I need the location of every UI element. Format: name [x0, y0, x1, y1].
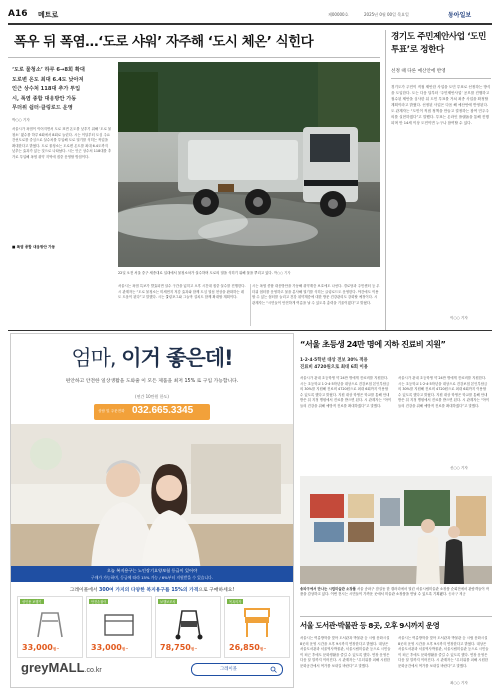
price-value: 33,000 [22, 643, 53, 652]
deck-line: 인근 상수처 118대 추가 투입 [12, 86, 81, 92]
advertisement [10, 333, 294, 688]
photo-caption [118, 271, 380, 276]
main-body-col2: 서울시는 폭염 특보가 발효되면 살수 구간을 넓히고 오후 시간대 집중 살수를 진행한다. 시 관계자는 “도로 물청소는 미세먼지 저감 효과와 함께 도심 열섬 현상을 완화하는 데도 도움이 된다”고 말했다. 시는 쿨링포그와 그늘막 설치도 함께 확대할 계획이다. [118, 284, 246, 300]
product-price [91, 643, 128, 652]
rollator-icon [170, 605, 206, 641]
deck-line: ‘도로 물청소’ 하루 6→8회 확대 [12, 67, 85, 73]
main-subhead: ■ 폭염 종합 대응방안 가동 [12, 245, 112, 250]
photo-caption-text: 22일 오전 서울 중구 세종대로 일대에서 물청소차가 살수하며 도로의 열을 식히기 위해 물을 뿌리고 있다. [118, 271, 273, 275]
product-card[interactable] [17, 596, 83, 658]
exhibit-caption-text: 서울 송파구 잠실동 한 갤러리에서 열린 서울시립미술관 소장품 순회전에서 관람객들이 작품을 감상하고 있다. 이번 전시는 시민들이 가까운 곳에서 미술관 소장품을 만날 수 있도록 기획됐다. [300, 587, 489, 597]
price-unit: 원~ [259, 647, 267, 651]
school-body-col2: 서울시가 관내 초등학생 약 24만 명에게 진료비를 지원한다. 시는 초등학교 1·2·4·5학년을 대상으로 건강보험 본인부담금의 30%를 지원해 진료비 4720원으로 최대 6회까지 이용할 수 있도록 했다고 밝혔다. 지원 대상 학생은 학교를 통해 안내받은 뒤 지정 병원에서 진료를 받으면 된다. 시 관계자는 “아이들의 건강을 위해 예방적 진료를 확대하겠다”고 말했다. [398, 376, 490, 408]
catalog-highlight: 300여 가지의 다양한 복지용구를 15%의 가격 [99, 588, 199, 593]
ad-headline-a: 엄마, [71, 346, 122, 370]
side-headline: 경기도 주민제안사업 ‘도민 투표’로 정한다 [391, 32, 486, 55]
side-byline: 이○○ 기자 [450, 316, 468, 320]
library-byline: 최○○ 기자 [450, 681, 468, 685]
catalog-b: 으로 구매하세요! [198, 588, 235, 593]
ad-band-line1: 오늘 복지용구는 노인장기요양보험 등급이 있어야 [106, 568, 198, 573]
school-headline: “서울 초등생 24만 명에 지하 진료비 지원” [300, 339, 446, 349]
side-deck-rule [391, 78, 491, 79]
gallery-photo [300, 476, 492, 584]
phone-number: 032.665.3345 [132, 405, 194, 416]
deck-line: 무더위 쉼터·클링로드 운영 [12, 105, 73, 111]
library-body-col1: 서울시는 여름방학을 맞아 도서관과 박물관 등 시립 문화시설 8곳의 운영 시간을 오후 9시까지 연장한다고 밝혔다. 대상은 서울도서관과 서울역사박물관, 서울시립미술관 등으로 시민들이 퇴근 후에도 문화생활을 즐길 수 있도록 했다. 연장 운영은 다음 달 말까지 이어진다. 시 관계자는 “무더위를 피해 시원한 문화공간에서 여가를 보내길 바란다”고 말했다. [300, 636, 391, 668]
page-number: A16 [8, 9, 28, 19]
product-tag: 보행보조차 [160, 600, 176, 604]
library-headline: 서울 도서관·박물관 등 8곳, 오후 9시까지 운영 [300, 621, 440, 630]
search-icon [270, 666, 277, 673]
side-body: 경기도가 주민이 직접 제안한 사업을 도민 투표로 선정하는 방식을 도입한다. 도는 다음 달부터 ‘주민제안사업’ 공모를 진행하고 접수된 제안을 심사한 뒤 도민 투표를 거쳐 최종 사업을 확정할 계획이라고 밝혔다. 선정된 사업은 다음 해 예산안에 반영된다. 도 관계자는 “도민이 직접 정책을 만들고 결정하는 참여 민주주의를 실현하겠다”고 말했다. 투표는 온라인 플랫폼을 통해 진행되며 만 14세 이상 도민이면 누구나 참여할 수 있다. [391, 85, 491, 125]
school-deck-line: 1·2·4·5학년 대상 전보 30% 적용 [300, 358, 368, 363]
ad-band-line2: 구매가 가능하며, 등급에 따라 15% 가능 / 6%부터 지원받을 수 있습니다. [91, 574, 213, 580]
water-truck-photo [118, 62, 380, 267]
ad-subtext: 편안하고 안전한 일상생활을 도와줄 이 모든 제품을 최저 15% 로 구입 가능합니다. [65, 379, 239, 384]
product-price [229, 643, 266, 652]
library-body-col2: 서울시는 여름방학을 맞아 도서관과 박물관 등 시립 문화시설 8곳의 운영 시간을 오후 9시까지 연장한다고 밝혔다. 대상은 서울도서관과 서울역사박물관, 서울시립미술관 등으로 시민들이 퇴근 후에도 문화생활을 즐길 수 있도록 했다. 연장 운영은 다음 달 말까지 이어진다. 시 관계자는 “무더위를 피해 시원한 문화공간에서 여가를 보내길 바란다”고 말했다. [398, 636, 489, 668]
issue-date: 2025년 0월 00일 목요일 [364, 12, 409, 17]
ad-brand-logo[interactable] [21, 660, 102, 675]
ad-search-box[interactable] [191, 663, 283, 676]
main-deck [12, 66, 112, 114]
price-value: 78,750 [160, 643, 191, 652]
product-card[interactable] [86, 596, 152, 658]
school-deck-line: 진료비 4720원으로 최대 6회 이용 [300, 365, 369, 370]
right-column-rule [385, 30, 386, 330]
phone-label: 상담 및 주문전화 [98, 409, 125, 413]
product-tag: 안전손잡이 [91, 600, 107, 604]
product-tag: 성인용 보행기 [22, 600, 42, 604]
byline-main: 박○○ 기자 [12, 118, 30, 122]
product-price [22, 643, 59, 652]
safety-rail-icon [101, 607, 137, 639]
photo-credit: 박○○ 기자 [273, 271, 291, 275]
paper-logo: 동아일보 [448, 12, 472, 19]
product-tag: 목욕의자 [229, 600, 242, 604]
library-rule [300, 616, 492, 617]
section-divider [8, 330, 492, 331]
issue-number: 제00000호 [328, 12, 349, 17]
search-box-label: 그레이몰 [220, 667, 237, 672]
walker-icon [32, 607, 68, 639]
price-value: 33,000 [91, 643, 122, 652]
main-column-rule [250, 284, 251, 326]
product-card[interactable] [155, 596, 221, 658]
main-body-col1: 서울시가 폭염이 이어지면서 도로 표면 온도를 낮추기 위해 ‘도로 물청소’ 횟수를 하루 6회에서 8회로 늘린다. 시는 이달부터 도심 주요 간선도로를 중심으로 살수차를 투입해 도로 열기를 식히는 작업을 확대한다고 밝혔다. 도로 물청소는 도로변 온도를 최대 6.4도까지 낮추는 효과가 있는 것으로 나타났다. 시는 인근 상수처 118대를 추가로 투입해 폭염 취약 지역에 집중 운영할 방침이다. [12, 127, 112, 159]
deck-line: 도로변 온도 최대 6.4도 낮아져 [12, 76, 84, 83]
exhibit-caption-title: 송파구에서 만나는 시립미술관 소장품 [300, 587, 356, 591]
exhibit-caption [300, 587, 492, 598]
mother-daughter-photo [11, 424, 293, 574]
school-byline: 신○○ 기자 [450, 466, 468, 470]
school-body-col1: 서울시가 관내 초등학생 약 24만 명에게 진료비를 지원한다. 시는 초등학교 1·2·4·5학년을 대상으로 건강보험 본인부담금의 30%를 지원해 진료비 4720원으로 최대 6회까지 이용할 수 있도록 했다고 밝혔다. 지원 대상 학생은 학교를 통해 안내받은 뒤 지정 병원에서 진료를 받으면 된다. 시 관계자는 “아이들의 건강을 위해 예방적 진료를 확대하겠다”고 말했다. [300, 376, 392, 408]
main-headline: 폭우 뒤 폭염…‘도로 샤워’ 자주해 ‘도시 체온’ 식힌다 [14, 34, 314, 50]
ad-catalog-line [11, 586, 293, 593]
product-price [160, 643, 197, 652]
main-body-col3: 시는 폭염 종합 대응방안을 가동해 취약계층 보호에도 나선다. 경로당과 주민센터 등 무더위 쉼터를 운영하고 물을 분사해 열기를 식히는 클링로드도 운영한다. 야간에도 이용할 수 있는 쉼터를 늘리고 건강 취약계층에 대한 방문 건강관리도 강화할 예정이다. 시 관계자는 “시민들이 안전하게 여름을 날 수 있도록 총력을 기울이겠다”고 밝혔다. [252, 284, 380, 305]
school-deck [300, 357, 430, 371]
brand-tld: .co.kr [84, 667, 102, 674]
ad-blue-band [11, 566, 293, 582]
ad-phone-box[interactable] [94, 404, 210, 420]
brand-name: greyMALL [21, 660, 85, 675]
masthead [8, 6, 492, 22]
catalog-a: 그레이몰에서 [69, 588, 100, 593]
price-unit: 원~ [190, 647, 198, 651]
side-deck: 선정 때 다른 예산안에 반영 [391, 69, 446, 74]
price-unit: 원~ [121, 647, 129, 651]
section-name: 메트로 [38, 11, 59, 19]
ad-headline-b: 이거 좋은데! [121, 346, 233, 370]
masthead-rule [8, 23, 492, 25]
ad-headline [11, 342, 293, 372]
ad-subtext-note: (연간 10만원 한도) [135, 394, 169, 399]
bath-chair-icon [239, 607, 275, 639]
headline-rule [8, 57, 380, 58]
product-card[interactable] [224, 596, 290, 658]
deck-line: 시, 폭염 종합 대응방안 가동 [12, 95, 77, 102]
exhibit-credit: 송파구 제공 [448, 592, 466, 597]
price-value: 26,850 [229, 643, 260, 652]
price-unit: 원~ [52, 647, 60, 651]
